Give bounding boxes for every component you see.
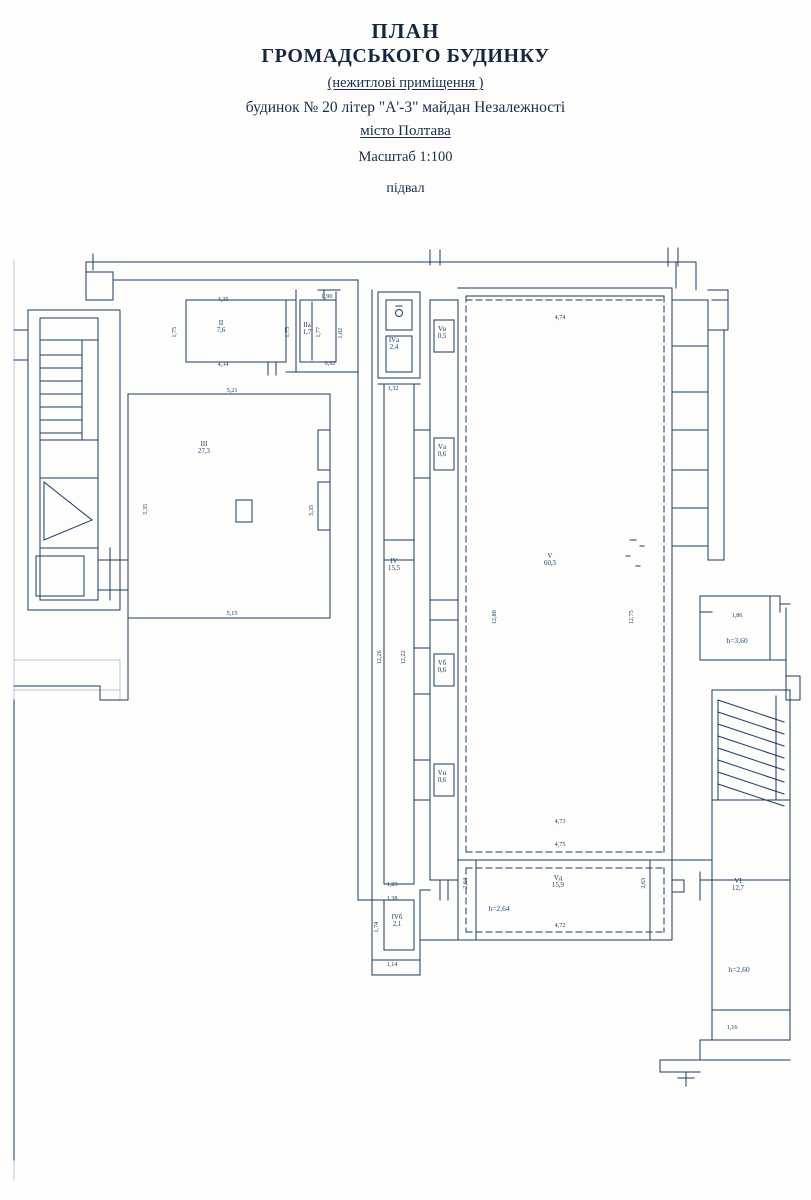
dimension-label: 0,90 — [321, 293, 333, 300]
room-number: III — [200, 441, 208, 448]
room-area: 0,5 — [437, 333, 447, 341]
dimension-label: 5,35 — [307, 504, 315, 516]
room-label — [534, 553, 566, 567]
dimension-label: 1,77 — [314, 326, 322, 338]
dimension-label: 5,15 — [226, 610, 238, 617]
dimension-label: 1,32 — [387, 385, 399, 392]
room-number: IIа — [303, 322, 311, 329]
dimension-label: 12,75 — [627, 610, 635, 625]
room-number: IVа — [388, 337, 400, 344]
dimension-label: 1,75 — [283, 326, 291, 338]
room-number: IVб — [391, 914, 403, 921]
room-area: 7,6 — [216, 327, 226, 335]
room-area: 15,9 — [552, 882, 564, 890]
dimension-label: 12,80 — [490, 610, 498, 625]
dimension-label: 4,75 — [554, 841, 566, 848]
room-number: Vв — [437, 326, 447, 333]
room-number: Vн — [437, 770, 447, 777]
dimension-label: 4,72 — [554, 922, 566, 929]
room-area: 2,4 — [389, 344, 399, 352]
dimension-label: 1,74 — [372, 921, 380, 933]
room-label — [427, 770, 457, 784]
room-area: 0,6 — [437, 451, 447, 459]
dimension-label: 1,86 — [731, 612, 743, 619]
dimension-label: 5,21 — [226, 387, 238, 394]
dimension-label: 1,14 — [386, 961, 398, 968]
dimension-label: 0,92 — [324, 360, 336, 367]
room-number: VI — [734, 878, 742, 885]
dimension-label: 12,22 — [399, 650, 407, 665]
dimension-label: 1,16 — [726, 1024, 738, 1031]
room-label — [427, 660, 457, 674]
title-address: будинок № 20 літер "А'-3" майдан Незалежності — [245, 99, 566, 117]
room-label — [381, 914, 413, 928]
room-label — [542, 875, 574, 889]
room-area: 15,5 — [388, 565, 400, 573]
room-area: 60,3 — [544, 560, 556, 568]
dimension-label: 1,75 — [170, 326, 178, 338]
title-city: місто Полтава — [360, 122, 451, 139]
room-number: II — [218, 320, 224, 327]
dimension-label: 4,35 — [217, 296, 229, 303]
dimension-label: 1,38 — [386, 895, 398, 902]
room-number: Vб — [437, 660, 447, 667]
ceiling-height-label: h=3,60 — [726, 636, 748, 645]
room-label — [188, 441, 220, 455]
title-subject: ГРОМАДСЬКОГО БУДИНКУ — [261, 44, 550, 67]
title-scale: Масштаб 1:100 — [358, 149, 453, 166]
title-floor: підвал — [386, 180, 425, 196]
ceiling-height-label: h=2,64 — [488, 904, 510, 913]
room-number: Vа — [438, 444, 446, 451]
room-label — [427, 444, 457, 458]
room-area: 2,1 — [392, 921, 402, 929]
dimension-label: 4,34 — [217, 361, 229, 368]
dimension-label: 4,73 — [554, 818, 566, 825]
room-label — [205, 320, 237, 334]
dimension-label: 5,35 — [141, 503, 149, 515]
dimension-label: 2,64 — [461, 877, 469, 889]
ceiling-height-label: h=2,60 — [728, 965, 750, 974]
room-label — [378, 337, 410, 351]
room-number: Vд — [553, 875, 563, 882]
room-area: 1,7 — [302, 329, 312, 337]
room-label — [427, 326, 457, 340]
room-label — [722, 878, 754, 892]
room-number: IV — [390, 558, 398, 565]
dimension-label: 1,25 — [386, 881, 398, 888]
dimension-label: 2,63 — [639, 877, 647, 889]
title-note: (нежитлові приміщення ) — [327, 75, 484, 92]
dimension-label: 1,82 — [336, 327, 344, 339]
room-area: 0,6 — [437, 667, 447, 675]
room-number: V — [547, 553, 553, 560]
room-area: 0,6 — [437, 777, 447, 785]
dimension-label: 12,26 — [375, 650, 383, 665]
room-area: 27,3 — [198, 448, 210, 456]
room-area: 12,7 — [732, 885, 744, 893]
room-label — [378, 558, 410, 572]
title-plan: ПЛАН — [371, 19, 440, 43]
dimension-label: 4,74 — [554, 314, 566, 321]
